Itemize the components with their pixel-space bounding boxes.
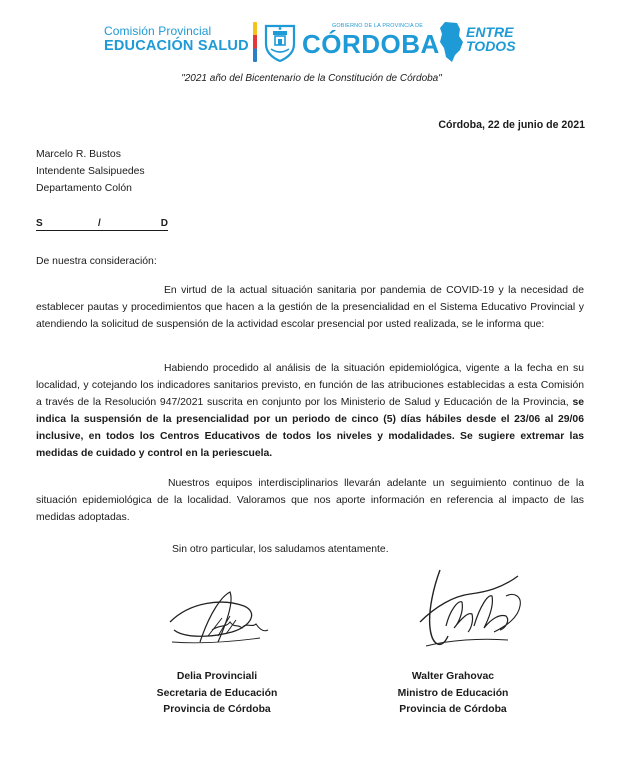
signatory-2-name: Walter Grahovac xyxy=(411,671,495,682)
paragraph-3-text: Nuestros equipos interdisciplinarios llevarán adelante un seguimiento continuo de la situación epidemiológica de la localidad. Valoramos que nos aporte información en referencia al impacto de las medidas adoptadas. xyxy=(36,478,584,523)
government-logo xyxy=(302,22,440,58)
government-small-text: GOBIERNO DE LA PROVINCIA DE xyxy=(332,23,424,29)
signature-2-image xyxy=(410,566,532,659)
paragraph-1-text: En virtud de la actual situación sanitaria por pandemia de COVID-19 y la necesidad de establecer pautas y procedimientos que hacen a la gestión de la presencialidad en el Sistema Educativo Provincial y atendiendo la solicitud de suspensión de la actividad escolar presencial por usted realizada, se le informa que: xyxy=(36,285,584,330)
recipient-block xyxy=(36,146,145,197)
signatory-1 xyxy=(148,669,286,719)
header-divider xyxy=(253,22,257,62)
signature-1-image xyxy=(160,572,272,657)
entre-todos-logo xyxy=(466,25,516,53)
province-seal-icon xyxy=(262,22,298,65)
signatory-2-title: Ministro de Educación xyxy=(397,687,509,699)
signatory-2-org: Provincia de Córdoba xyxy=(399,704,507,715)
sd-d: D xyxy=(160,218,168,229)
signatory-1-name: Delia Provinciali xyxy=(176,671,258,682)
signatory-2 xyxy=(378,669,528,719)
paragraph-3 xyxy=(36,475,584,526)
commission-logo xyxy=(104,24,256,55)
commission-line2: EDUCACIÓN SALUD xyxy=(104,38,249,54)
commission-line1: Comisión Provincial xyxy=(104,24,212,38)
greeting: De nuestra consideración: xyxy=(36,256,157,267)
entre-text: ENTRE xyxy=(466,24,514,40)
recipient-department: Departamento Colón xyxy=(36,183,132,194)
government-big-text: CÓRDOBA xyxy=(302,29,440,59)
signatory-1-org: Provincia de Córdoba xyxy=(163,704,271,715)
closing-line: Sin otro particular, los saludamos atentamente. xyxy=(172,544,389,555)
recipient-name: Marcelo R. Bustos xyxy=(36,149,121,160)
recipient-role: Intendente Salsipuedes xyxy=(36,166,145,177)
paragraph-1 xyxy=(36,282,584,333)
sd-s: S xyxy=(36,218,43,229)
letter-date: Córdoba, 22 de junio de 2021 xyxy=(438,119,585,131)
paragraph-2-bold: se indica la suspensión de la presencialidad por un periodo de cinco (5) días hábiles desde el 23/06 al 29/06 inclusive, en todos los Centros Educativos de todos los niveles y modalidades. Se sugiere extremar las medidas de cuidado y control en la periescuela. xyxy=(36,397,584,459)
cordoba-map-icon xyxy=(438,20,464,67)
paragraph-2-plain: Habiendo procedido al análisis de la situación epidemiológica, vigente a la fecha en su localidad, y cotejando los indicadores sanitarios previsto, en función de las atribuciones establecidas a esta Comisión a través de la Resolución 947/2021 suscrita en conjunto por los Ministerio de Salud y Educación de la Provincia, xyxy=(36,363,584,408)
motto: "2021 año del Bicentenario de la Constitución de Córdoba" xyxy=(181,73,442,84)
paragraph-2 xyxy=(36,360,584,462)
signatory-1-title: Secretaria de Educación xyxy=(156,687,278,699)
sd-line xyxy=(36,218,168,231)
todos-text: TODOS xyxy=(466,38,516,54)
sd-slash: / xyxy=(98,218,101,229)
